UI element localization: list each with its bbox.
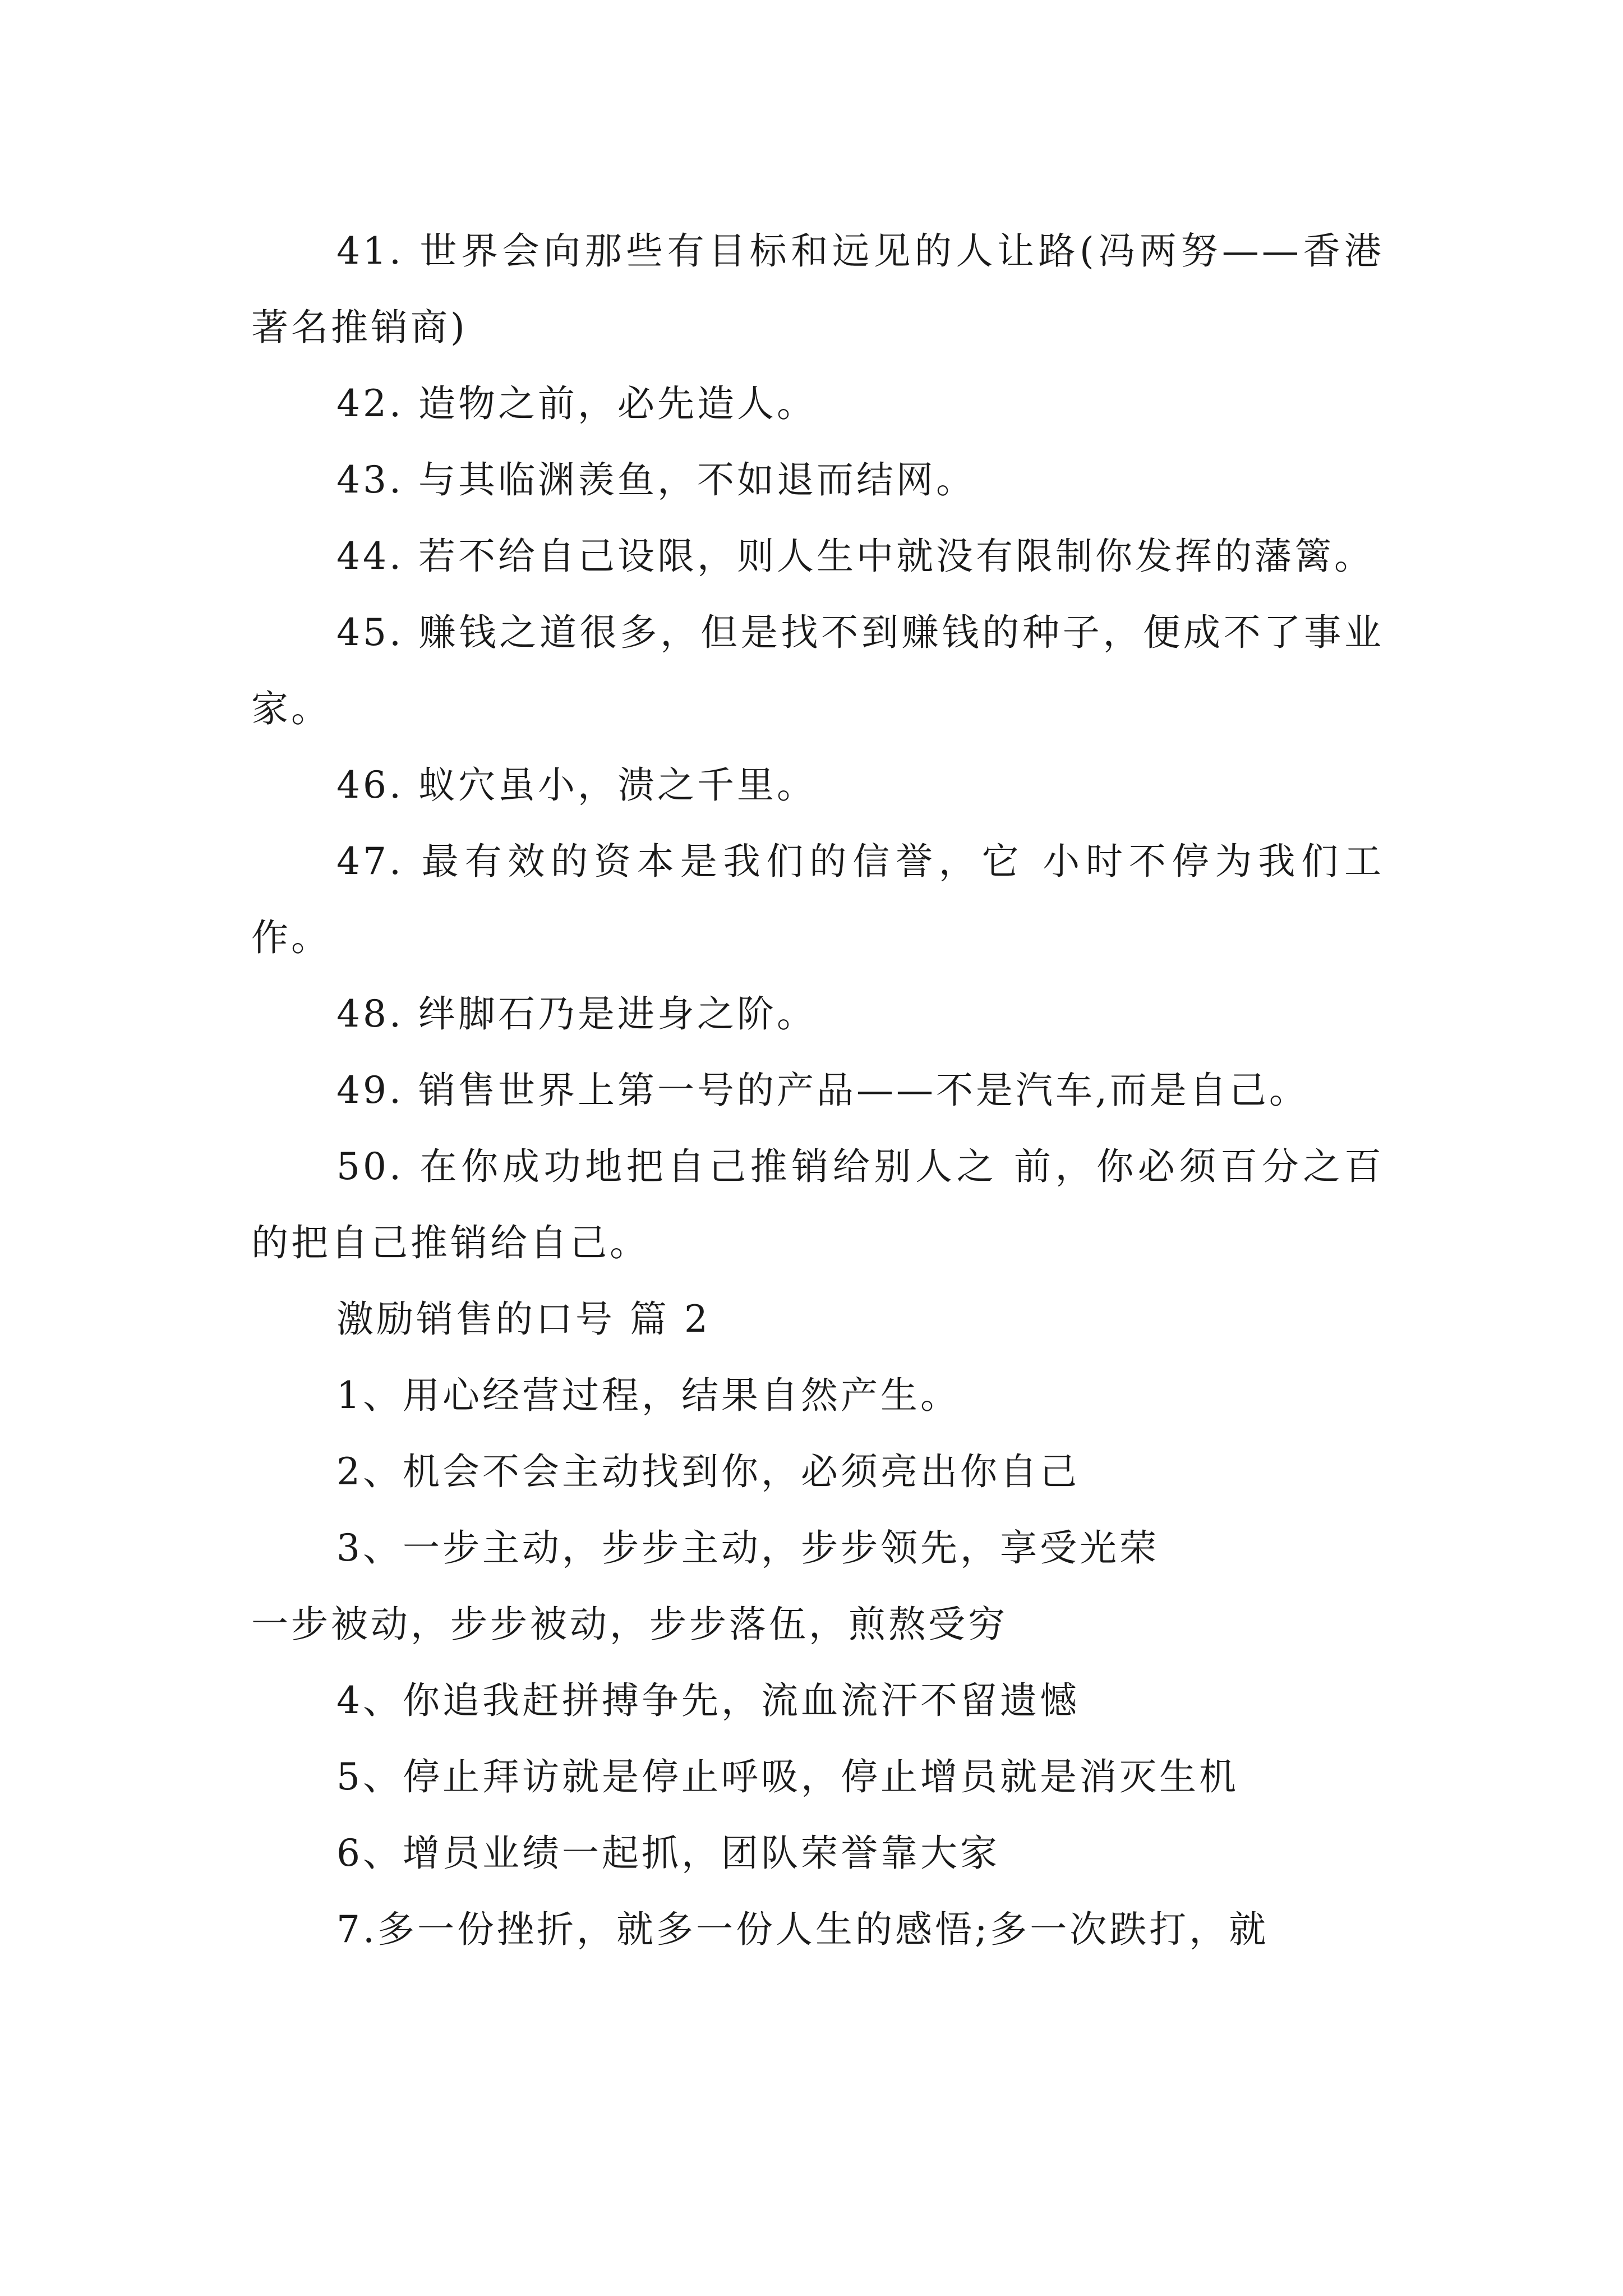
paragraph-43: 43. 与其临渊羡鱼，不如退而结网。 [336, 458, 976, 501]
slogan-3-continued: 一步被动，步步被动，步步落伍，煎熬受穷 [251, 1603, 1008, 1646]
slogan-5: 5、停止拜访就是停止呼吸，停止增员就是消灭生机 [336, 1755, 1239, 1798]
paragraph-41: 41. 世界会向那些有目标和远见的人让路(冯两努——香港著名推销商) [251, 229, 1384, 349]
paragraph-48: 48. 绊脚石乃是进身之阶。 [336, 992, 817, 1036]
slogan-3: 3、一步主动，步步主动，步步领先，享受光荣 [336, 1526, 1159, 1570]
paragraph-47: 47. 最有效的资本是我们的信誉，它 小时不停为我们工作。 [251, 840, 1384, 959]
paragraph-49: 49. 销售世界上第一号的产品——不是汽车,而是自己。 [336, 1069, 1309, 1112]
paragraph-45: 45. 赚钱之道很多，但是找不到赚钱的种子，便成不了事业家。 [251, 611, 1384, 730]
slogan-1: 1、用心经营过程，结果自然产生。 [336, 1374, 960, 1417]
section-heading: 激励销售的口号 篇 2 [336, 1297, 711, 1341]
paragraph-50: 50. 在你成功地把自己推销给别人之 前，你必须百分之百的把自己推销给自己。 [251, 1145, 1384, 1264]
slogan-4: 4、你追我赶拼搏争先，流血流汗不留遗憾 [336, 1679, 1080, 1722]
slogan-6: 6、增员业绩一起抓，团队荣誉靠大家 [336, 1832, 1000, 1875]
slogan-7: 7.多一份挫折，就多一份人生的感悟;多一次跌打，就 [336, 1908, 1269, 1951]
paragraph-44: 44. 若不给自己设限，则人生中就没有限制你发挥的藩篱。 [336, 535, 1374, 578]
slogan-2: 2、机会不会主动找到你，必须亮出你自己 [336, 1450, 1080, 1493]
paragraph-42: 42. 造物之前，必先造人。 [336, 382, 817, 425]
paragraph-46: 46. 蚁穴虽小，溃之千里。 [336, 763, 817, 807]
document-body [251, 213, 1384, 1968]
